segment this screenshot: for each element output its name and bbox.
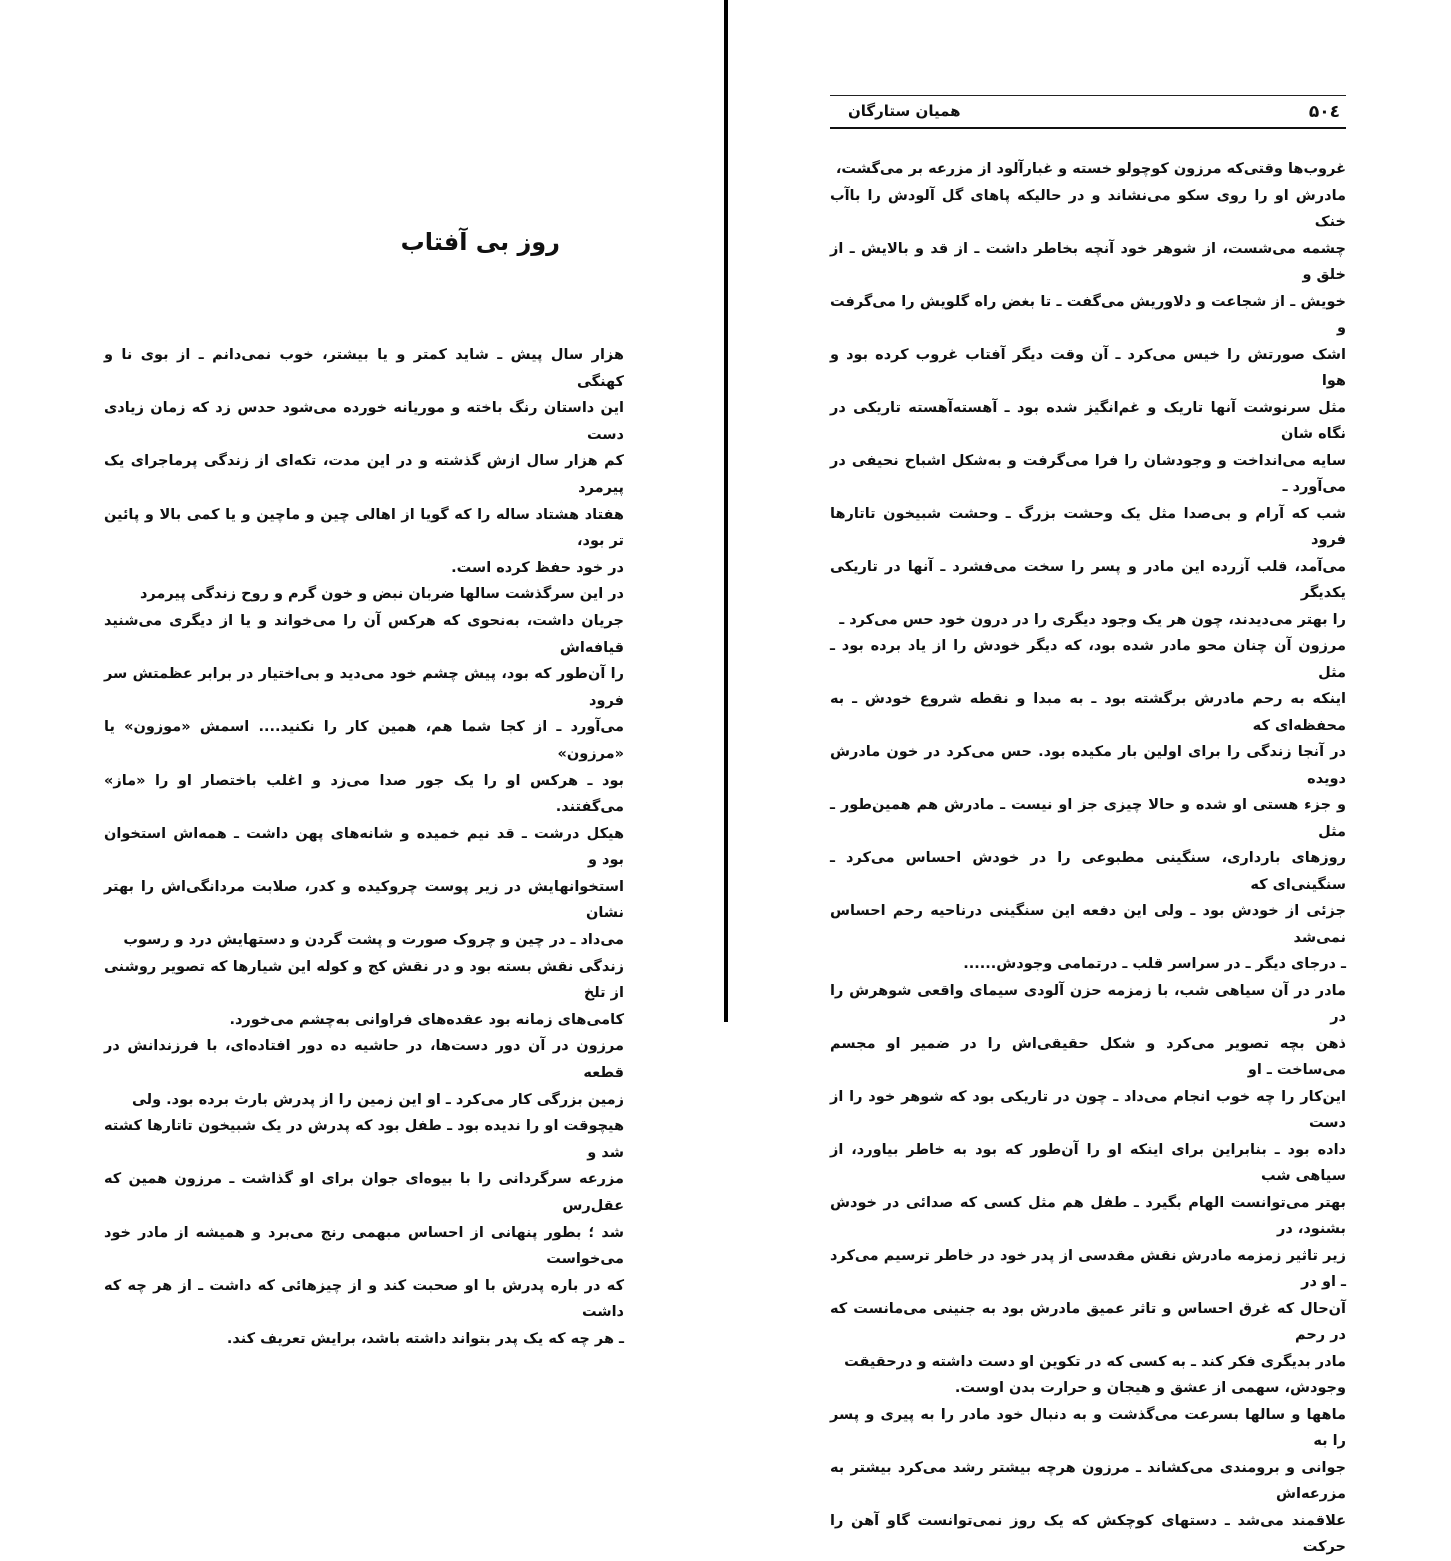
- header-rule-bottom: [830, 127, 1346, 129]
- text-line: کم هزار سال ازش گذشته و در این مدت، تکه‌ای از زندگی پرماجرای یک پیرمرد: [104, 453, 624, 496]
- text-line: را بهتر می‌دیدند، چون هر یک وجود دیگری را در درون خود حس می‌کرد ـ: [839, 611, 1346, 628]
- text-line: هیکل درشت ـ قد نیم خمیده و شانه‌های پهن داشت ـ همه‌اش استخوان بود و: [104, 825, 624, 869]
- text-line: که در باره پدرش با او صحبت کند و از چیزهائی که داشت ـ از هر چه که داشت: [104, 1277, 624, 1321]
- text-line: در این سرگذشت سالها ضربان نبض و خون گرم و روح زندگی پیرمرد: [139, 586, 624, 603]
- right-page-body: [830, 156, 1346, 1561]
- text-line: زمین بزرگی کار می‌کرد ـ او این زمین را از پدرش بارث برده بود. ولی: [131, 1091, 624, 1108]
- text-line: بود ـ هرکس او را یک جور صدا می‌زد و اغلب باختصار او را «ماز» می‌گفتند.: [104, 772, 624, 816]
- text-line: استخوانهایش در زیر پوست چروکیده و کدر، صلابت مردانگی‌اش را بهتر نشان: [104, 878, 624, 922]
- text-line: جوانی و برومندی می‌کشاند ـ مرزون هرچه بیشتر رشد می‌کرد بیشتر به مزرعه‌اش: [830, 1459, 1346, 1502]
- text-line: ـ هر چه که یک پدر بتواند داشته باشد، برایش تعریف کند.: [226, 1330, 624, 1347]
- text-line: زیر تاثیر زمزمه مادرش نقش مقدسی از پدر خود در خاطر ترسیم می‌کرد ـ او در: [830, 1247, 1346, 1290]
- text-line: می‌آورد ـ از کجا شما هم، همین کار را نکنید.... اسمش «موزون» یا «مرزون»: [104, 719, 624, 762]
- text-line: داده بود ـ بنابراین برای اینکه او را آن‌طور که بود به خاطر بیاورد، از سیاهی شب: [830, 1141, 1346, 1184]
- text-line: را آن‌طور که بود، پیش چشم خود می‌دید و بی‌اختیار در برابر عظمتش سر فرود: [104, 666, 624, 709]
- text-line: ماهها و سالها بسرعت می‌گذشت و به دنبال خود مادر را به پیری و پسر را به: [830, 1406, 1346, 1449]
- page-number: ۵۰٤: [1308, 102, 1340, 122]
- text-line: مرزون آن چنان محو مادر شده بود، که دیگر خودش را از یاد برده بود ـ مثل: [830, 638, 1346, 681]
- text-line: بهتر می‌توانست الهام بگیرد ـ طفل هم مثل کسی که صدائی در خودش بشنود، در: [830, 1194, 1346, 1237]
- text-line: هفتاد هشتاد ساله را که گویا از اهالی چین و ماچین و یا کمی بالا و پائین تر بود،: [104, 506, 624, 550]
- text-line: مادر در آن سیاهی شب، با زمزمه حزن آلودی سیمای واقعی شوهرش را در: [830, 982, 1346, 1025]
- running-head: همیان ستارگان: [848, 102, 961, 120]
- text-line: سایه می‌انداخت و وجودشان را فرا می‌گرفت و به‌شکل اشباح نحیفی در می‌آورد ـ: [830, 452, 1346, 495]
- header-rule-top: [830, 95, 1346, 96]
- text-line: زندگی نقش بسته بود و در نقش کج و کوله این شیارها که تصویر روشنی از تلخ: [104, 958, 624, 1002]
- text-line: می‌آمد، قلب آزرده این مادر و پسر را سخت می‌فشرد ـ آنها در تاریکی یکدیگر: [830, 558, 1346, 601]
- text-line: ـ درجای دیگر ـ در سراسر قلب ـ درتمامی وجودش......: [963, 956, 1346, 972]
- text-line: خویش ـ از شجاعت و دلاوریش می‌گفت ـ تا بغض راه گلویش را می‌گرفت و: [830, 293, 1346, 336]
- text-line: مادر بدیگری فکر کند ـ به کسی که در تکوین او دست داشته و درحقیقت: [844, 1353, 1346, 1370]
- text-line: اینکه به رحم مادرش برگشته بود ـ به مبدا و نقطه شروع خودش ـ به محفظه‌ای که: [830, 691, 1346, 734]
- text-line: این‌کار را چه خوب انجام می‌داد ـ چون در تاریکی بود که شوهر خود را از دست: [830, 1088, 1346, 1131]
- text-line: مزرعه سرگردانی را با بیوه‌ای جوان برای او گذاشت ـ مرزون همین که عقل‌رس: [104, 1171, 624, 1214]
- right-page: [730, 0, 1451, 1555]
- left-page-body: [104, 342, 624, 1353]
- text-line: مادرش او را روی سکو می‌نشاند و در حالیکه پاهای گل آلودش را باآب خنک: [830, 187, 1346, 230]
- text-line: روزهای بارداری، سنگینی مطبوعی را در خودش احساس می‌کرد ـ سنگینی‌ای که: [830, 850, 1346, 893]
- text-line: شب که آرام و بی‌صدا مثل یک وحشت بزرگ ـ وحشت شبیخون تاتارها فرود: [830, 505, 1346, 548]
- text-line: شد ؛ بطور پنهانی از احساس مبهمی رنج می‌برد و همیشه از مادر خود می‌خواست: [104, 1224, 624, 1268]
- text-line: کامی‌های زمانه بود عقده‌های فراوانی به‌چشم می‌خورد.: [229, 1011, 624, 1028]
- text-line: ذهن بچه تصویر می‌کرد و شکل حقیقی‌اش را در ضمیر او مجسم می‌ساخت ـ او: [830, 1035, 1346, 1078]
- left-page: [0, 0, 724, 1347]
- chapter-title: روز بی آفتاب: [400, 228, 560, 256]
- page-header: [830, 95, 1346, 129]
- book-gutter: [724, 0, 728, 1022]
- text-line: و جزء هستی او شده و حالا چیزی جز او نیست ـ مادرش هم همین‌طور ـ مثل: [830, 797, 1346, 840]
- text-line: در خود حفظ کرده است.: [451, 559, 624, 576]
- text-line: می‌داد ـ در چین و چروک صورت و پشت گردن و دستهایش درد و رسوب: [123, 932, 624, 949]
- text-line: جریان داشت، به‌نحوی که هرکس آن را می‌خواند و یا از دیگری می‌شنید قیافه‌اش: [104, 612, 624, 656]
- text-line: هزار سال پیش ـ شاید کمتر و یا بیشتر، خوب نمی‌دانم ـ از بوی نا و کهنگی: [104, 347, 624, 390]
- text-line: علاقمند می‌شد ـ دستهای کوچکش که یک روز نمی‌توانست گاو آهن را حرکت: [830, 1512, 1346, 1555]
- text-line: وجودش، سهمی از عشق و هیجان و حرارت بدن اوست.: [954, 1380, 1346, 1396]
- text-line: این داستان رنگ باخته و موریانه خورده می‌شود حدس زد که زمان زیادی دست: [104, 400, 624, 443]
- text-line: چشمه می‌شست، از شوهر خود آنچه بخاطر داشت ـ از قد و بالایش ـ از خلق و: [830, 240, 1346, 283]
- text-line: در آنجا زندگی را برای اولین بار مکیده بود. حس می‌کرد در خون مادرش دویده: [830, 744, 1346, 787]
- text-line: جزئی از خودش بود ـ ولی این دفعه این سنگینی درناحیه رحم احساس نمی‌شد: [830, 903, 1346, 946]
- text-line: هیچوقت او را ندیده بود ـ طفل بود که پدرش در یک شبیخون تاتارها کشته شد و: [104, 1118, 624, 1161]
- text-line: مثل سرنوشت آنها تاریک و غم‌انگیز شده بود ـ آهسته‌آهسته تاریکی در نگاه شان: [830, 399, 1346, 442]
- text-line: مرزون در آن دور دست‌ها، در حاشیه ده دور افتاده‌ای، با فرزندانش در قطعه: [104, 1038, 624, 1082]
- text-line: آن‌حال که غرق احساس و تاثر عمیق مادرش بود به جنینی می‌مانست که در رحم: [830, 1300, 1346, 1343]
- text-line: اشک صورتش را خیس می‌کرد ـ آن وقت دیگر آفتاب غروب کرده بود و هوا: [830, 346, 1346, 389]
- text-line: غروب‌ها وقتی‌که مرزون کوچولو خسته و غبارآلود از مزرعه بر می‌گشت،: [835, 161, 1346, 177]
